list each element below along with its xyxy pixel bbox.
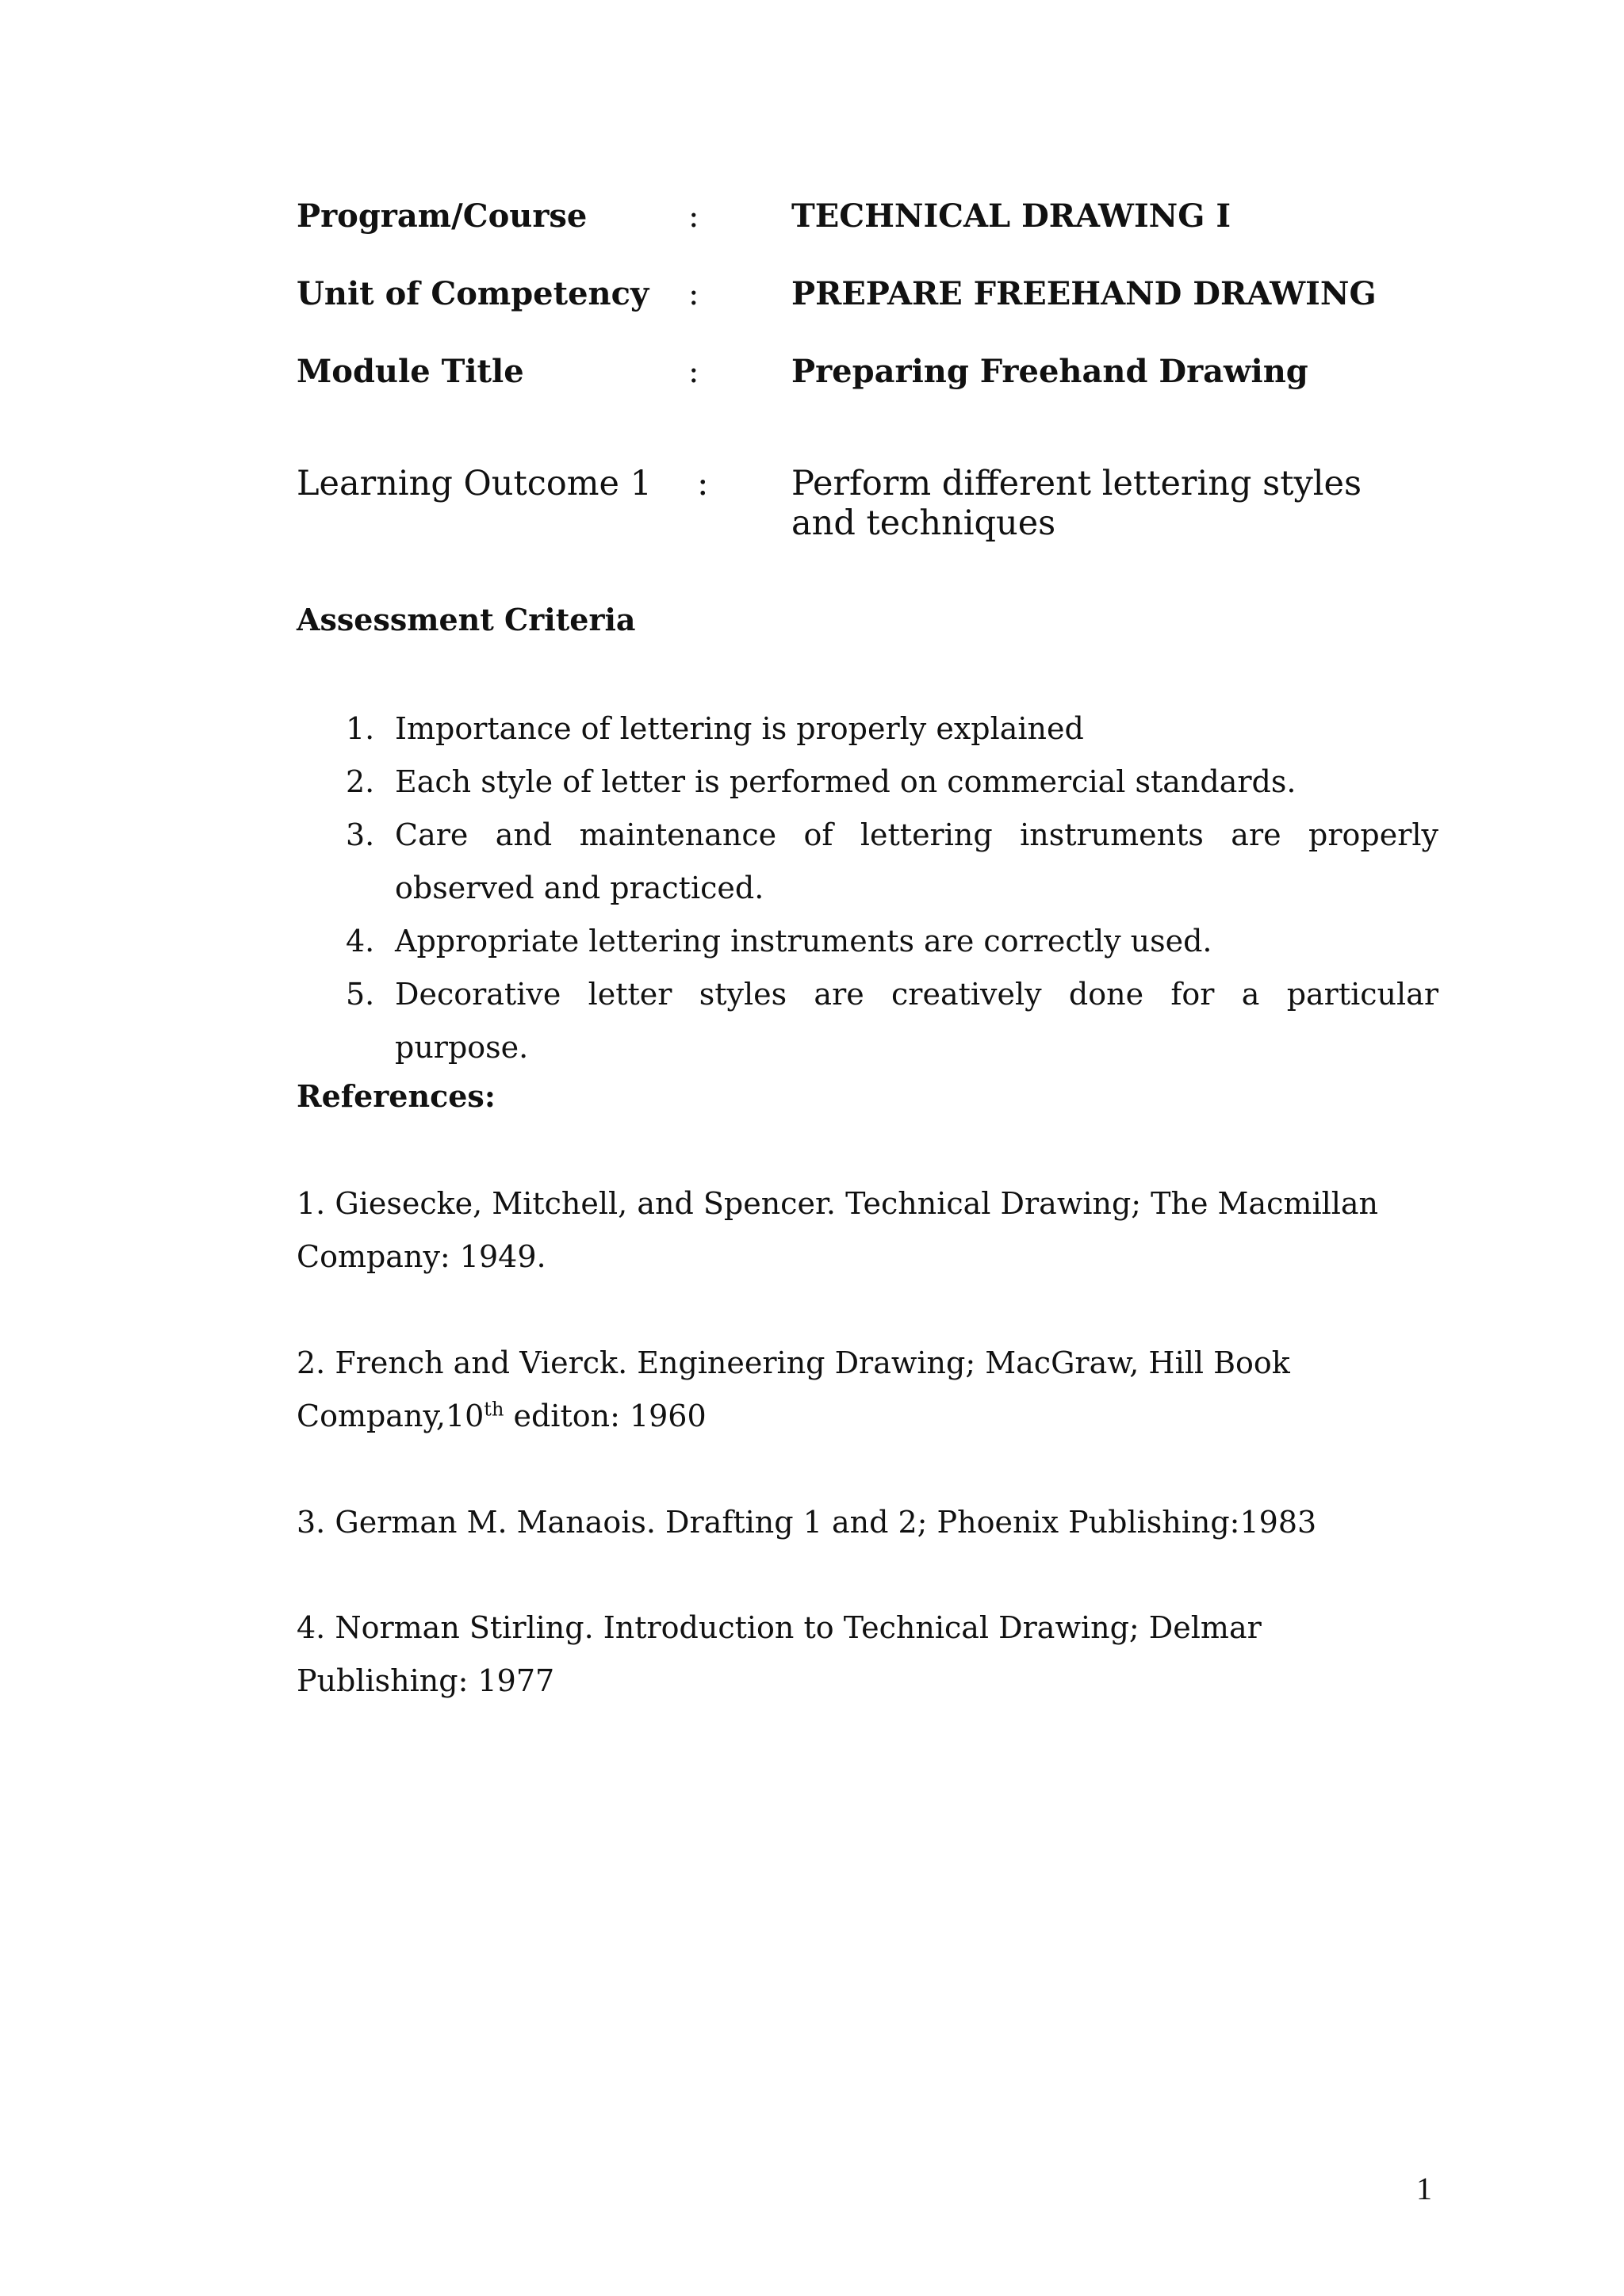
unit-of-competency-value: PREPARE FREEHAND DRAWING — [791, 275, 1377, 312]
list-item-text: Decorative letter styles are creatively done for a particular purpose. — [395, 977, 1438, 1065]
list-item-text: Care and maintenance of lettering instruments are properly observed and practiced. — [395, 817, 1438, 905]
reference-item-1: 1. Giesecke, Mitchell, and Spencer. Technical Drawing; The Macmillan Company: 1949. — [297, 1186, 1379, 1274]
reference-item-2 — [297, 1337, 1407, 1443]
list-item-number: 3. — [346, 817, 375, 852]
page-number: 1 — [1416, 2171, 1432, 2206]
list-item-text: Appropriate lettering instruments are correctly used. — [395, 924, 1212, 959]
reference-item-2-text-end: editon: 1960 — [504, 1399, 707, 1433]
program-course-row — [297, 193, 1446, 240]
module-title-colon: : — [688, 354, 699, 390]
reference-item-2-superscript: th — [484, 1398, 504, 1421]
learning-outcome-colon: : — [697, 464, 709, 503]
list-item-text: Importance of lettering is properly explained — [395, 711, 1084, 746]
assessment-criteria-heading: Assessment Criteria — [297, 602, 636, 637]
list-item — [297, 968, 1438, 1074]
program-course-label: Program/Course — [297, 197, 588, 235]
assessment-criteria-list — [297, 702, 1438, 1074]
unit-of-competency-colon: : — [688, 276, 699, 312]
module-title-row — [297, 348, 1446, 396]
list-item — [297, 809, 1438, 915]
module-title-label: Module Title — [297, 353, 524, 390]
learning-outcome-label: Learning Outcome 1 — [297, 464, 652, 503]
reference-item-4: 4. Norman Stirling. Introduction to Technical Drawing; Delmar Publishing: 1977 — [297, 1610, 1262, 1698]
list-item — [297, 756, 1438, 809]
list-item-number: 2. — [346, 764, 375, 799]
list-item-text: Each style of letter is performed on commercial standards. — [395, 764, 1297, 799]
program-course-value: TECHNICAL DRAWING I — [791, 197, 1231, 235]
references-heading: References: — [297, 1078, 496, 1114]
module-title-value: Preparing Freehand Drawing — [791, 353, 1308, 390]
list-item-number: 1. — [346, 711, 375, 746]
list-item-number: 4. — [346, 924, 375, 959]
unit-of-competency-row — [297, 270, 1446, 318]
list-item-number: 5. — [346, 977, 375, 1012]
unit-of-competency-label: Unit of Competency — [297, 275, 649, 312]
list-item — [297, 702, 1438, 756]
program-course-colon: : — [688, 198, 699, 235]
learning-outcome-value: Perform different lettering styles and techniques — [791, 464, 1362, 543]
reference-item-2-text: 2. French and Vierck. Engineering Drawing; MacGraw, Hill Book Company,10 — [297, 1345, 1290, 1433]
reference-item-3: 3. German M. Manaois. Drafting 1 and 2; Phoenix Publishing:1983 — [297, 1505, 1317, 1540]
list-item — [297, 915, 1438, 968]
